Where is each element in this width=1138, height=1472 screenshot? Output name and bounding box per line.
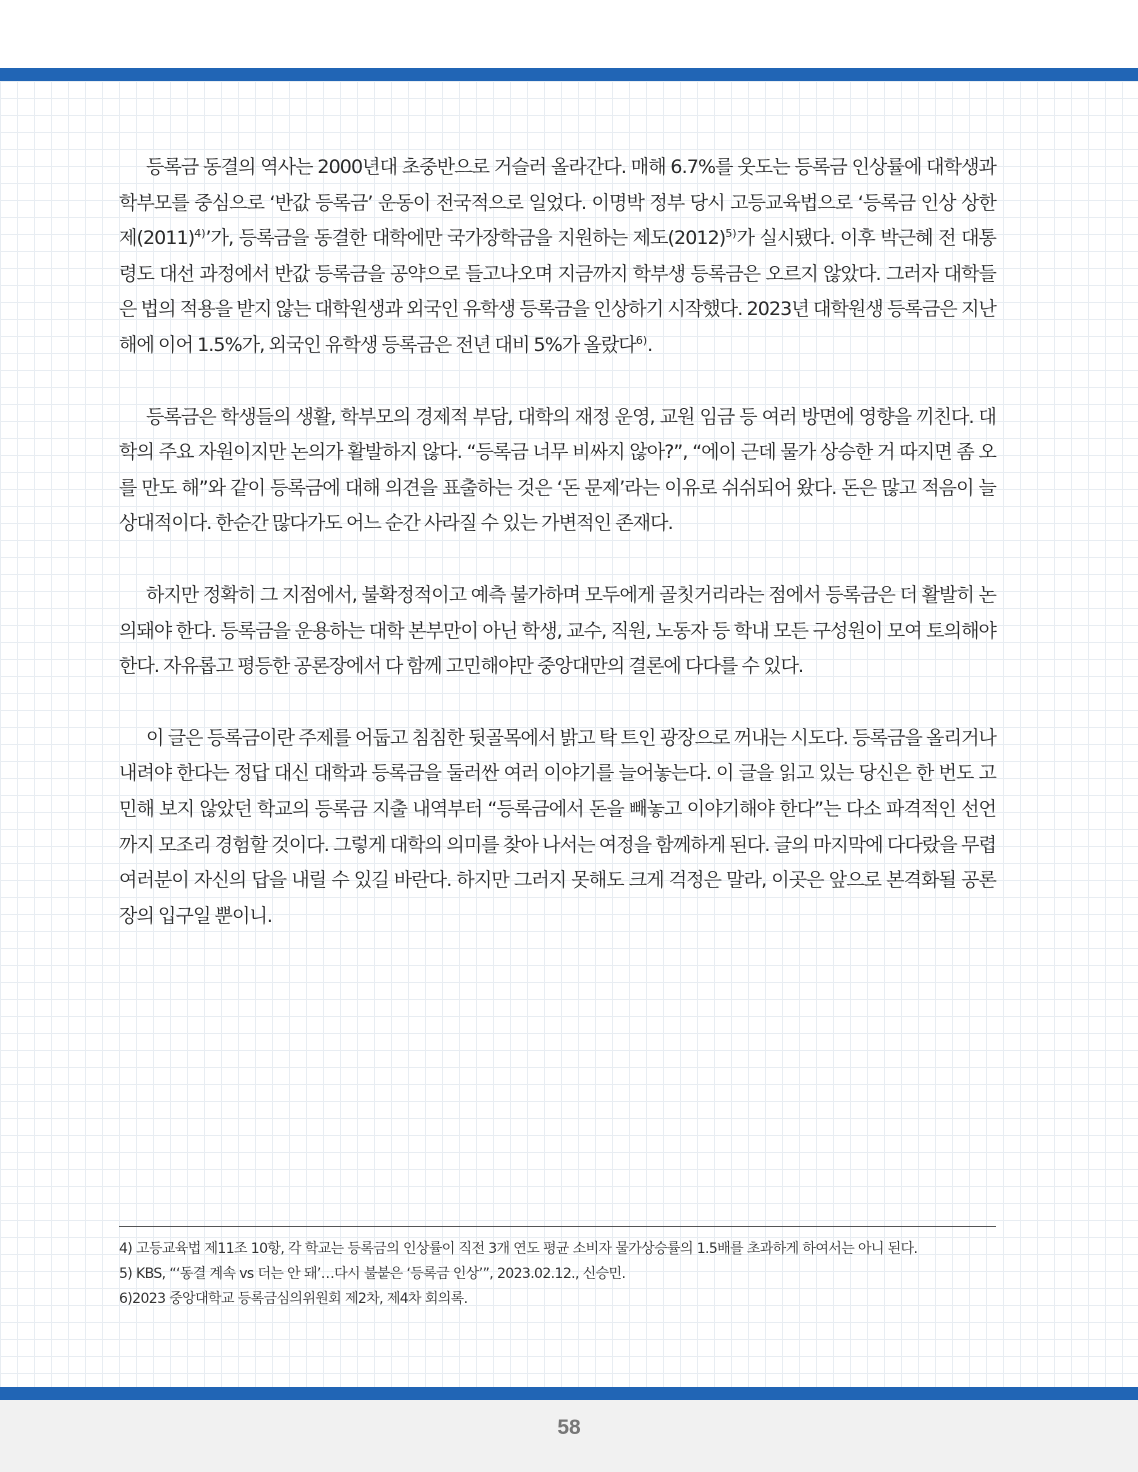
- paragraph-1: [119, 150, 996, 364]
- body-text: [119, 150, 996, 970]
- page-number: 58: [557, 1416, 581, 1439]
- top-margin: [0, 0, 1138, 68]
- paragraph-1-part-3: 가 실시됐다. 이후 박근혜 전 대통령도 대선 과정에서 반값 등록금을 공약으로 들고나오며 지금까지 학부생 등록금은 오르지 않았다. 그러자 대학들은 법의 적용을 받지 않는 대학원생과 외국인 유학생 등록금을 인상하기 시작했다. 2023년 대학원생 등록금은 지난해에 이어 1.5%가, 외국인 유학생 등록금은 전년 대비 5%가 올랐다: [119, 227, 996, 356]
- footnote-ref-4: 4): [194, 227, 206, 241]
- footnote-divider: [119, 1226, 996, 1227]
- footnote-ref-6: 6): [635, 333, 648, 347]
- footnote-5: 5) KBS, “‘동결 계속 vs 더는 안 돼’…다시 불붙은 ‘등록금 인상’”, 2023.02.12., 신승민.: [119, 1266, 626, 1282]
- footnote-6: 6)2023 중앙대학교 등록금심의위원회 제2차, 제4차 회의록.: [119, 1291, 468, 1307]
- paragraph-3: 하지만 정확히 그 지점에서, 불확정적이고 예측 불가하며 모두에게 골칫거리라는 점에서 등록금은 더 활발히 논의돼야 한다. 등록금을 운용하는 대학 본부만이 아닌 학생, 교수, 직원, 노동자 등 학내 모든 구성원이 모여 토의해야 한다. 자유롭고 평등한 공론장에서 다 함께 고민해야만 중앙대만의 결론에 다다를 수 있다.: [119, 583, 996, 678]
- footnotes: [119, 1237, 996, 1312]
- paragraph-1-part-4: .: [647, 333, 653, 356]
- footnote-ref-5: 5): [725, 227, 737, 241]
- paragraph-4: 이 글은 등록금이란 주제를 어둡고 침침한 뒷골목에서 밝고 탁 트인 광장으로 꺼내는 시도다. 등록금을 올리거나 내려야 한다는 정답 대신 대학과 등록금을 둘러싼 여러 이야기를 늘어놓는다. 이 글을 읽고 있는 당신은 한 번도 고민해 보지 않았던 학교의 등록금 지출 내역부터 “등록금에서 돈을 빼놓고 이야기해야 한다”는 다소 파격적인 선언까지 모조리 경험할 것이다. 그렇게 대학의 의미를 찾아 나서는 여정을 함께하게 된다. 글의 마지막에 다다랐을 무렵 여러분이 자신의 답을 내릴 수 있길 바란다. 하지만 그러지 못해도 크게 걱정은 말라, 이곳은 앞으로 본격화될 공론장의 입구일 뿐이니.: [119, 726, 996, 927]
- paragraph-1-part-2: ’가, 등록금을 동결한 대학에만 국가장학금을 지원하는 제도(2012): [205, 227, 726, 250]
- paragraph-1-part-1: 등록금 동결의 역사는 2000년대 초중반으로 거슬러 올라간다. 매해 6.7%를 웃도는 등록금 인상률에 대학생과 학부모를 중심으로 ‘반값 등록금’ 운동이 전국적으로 일었다. 이명박 정부 당시 고등교육법으로 ‘등록금 인상 상한제(2011): [119, 156, 996, 250]
- paragraph-2: 등록금은 학생들의 생활, 학부모의 경제적 부담, 대학의 재정 운영, 교원 임금 등 여러 방면에 영향을 끼친다. 대학의 주요 자원이지만 논의가 활발하지 않다. “등록금 너무 비싸지 않아?”, “에이 근데 물가 상승한 거 따지면 좀 오를 만도 해”와 같이 등록금에 대해 의견을 표출하는 것은 ‘돈 문제’라는 이유로 쉬쉬되어 왔다. 돈은 많고 적음이 늘 상대적이다. 한순간 많다가도 어느 순간 사라질 수 있는 가변적인 존재다.: [119, 405, 996, 535]
- header-band: [0, 68, 1138, 81]
- footnote-4: 4) 고등교육법 제11조 10항, 각 학교는 등록금의 인상률이 직전 3개 연도 평균 소비자 물가상승률의 1.5배를 초과하게 하여서는 아니 된다.: [119, 1241, 918, 1257]
- footer-band: [0, 1387, 1138, 1400]
